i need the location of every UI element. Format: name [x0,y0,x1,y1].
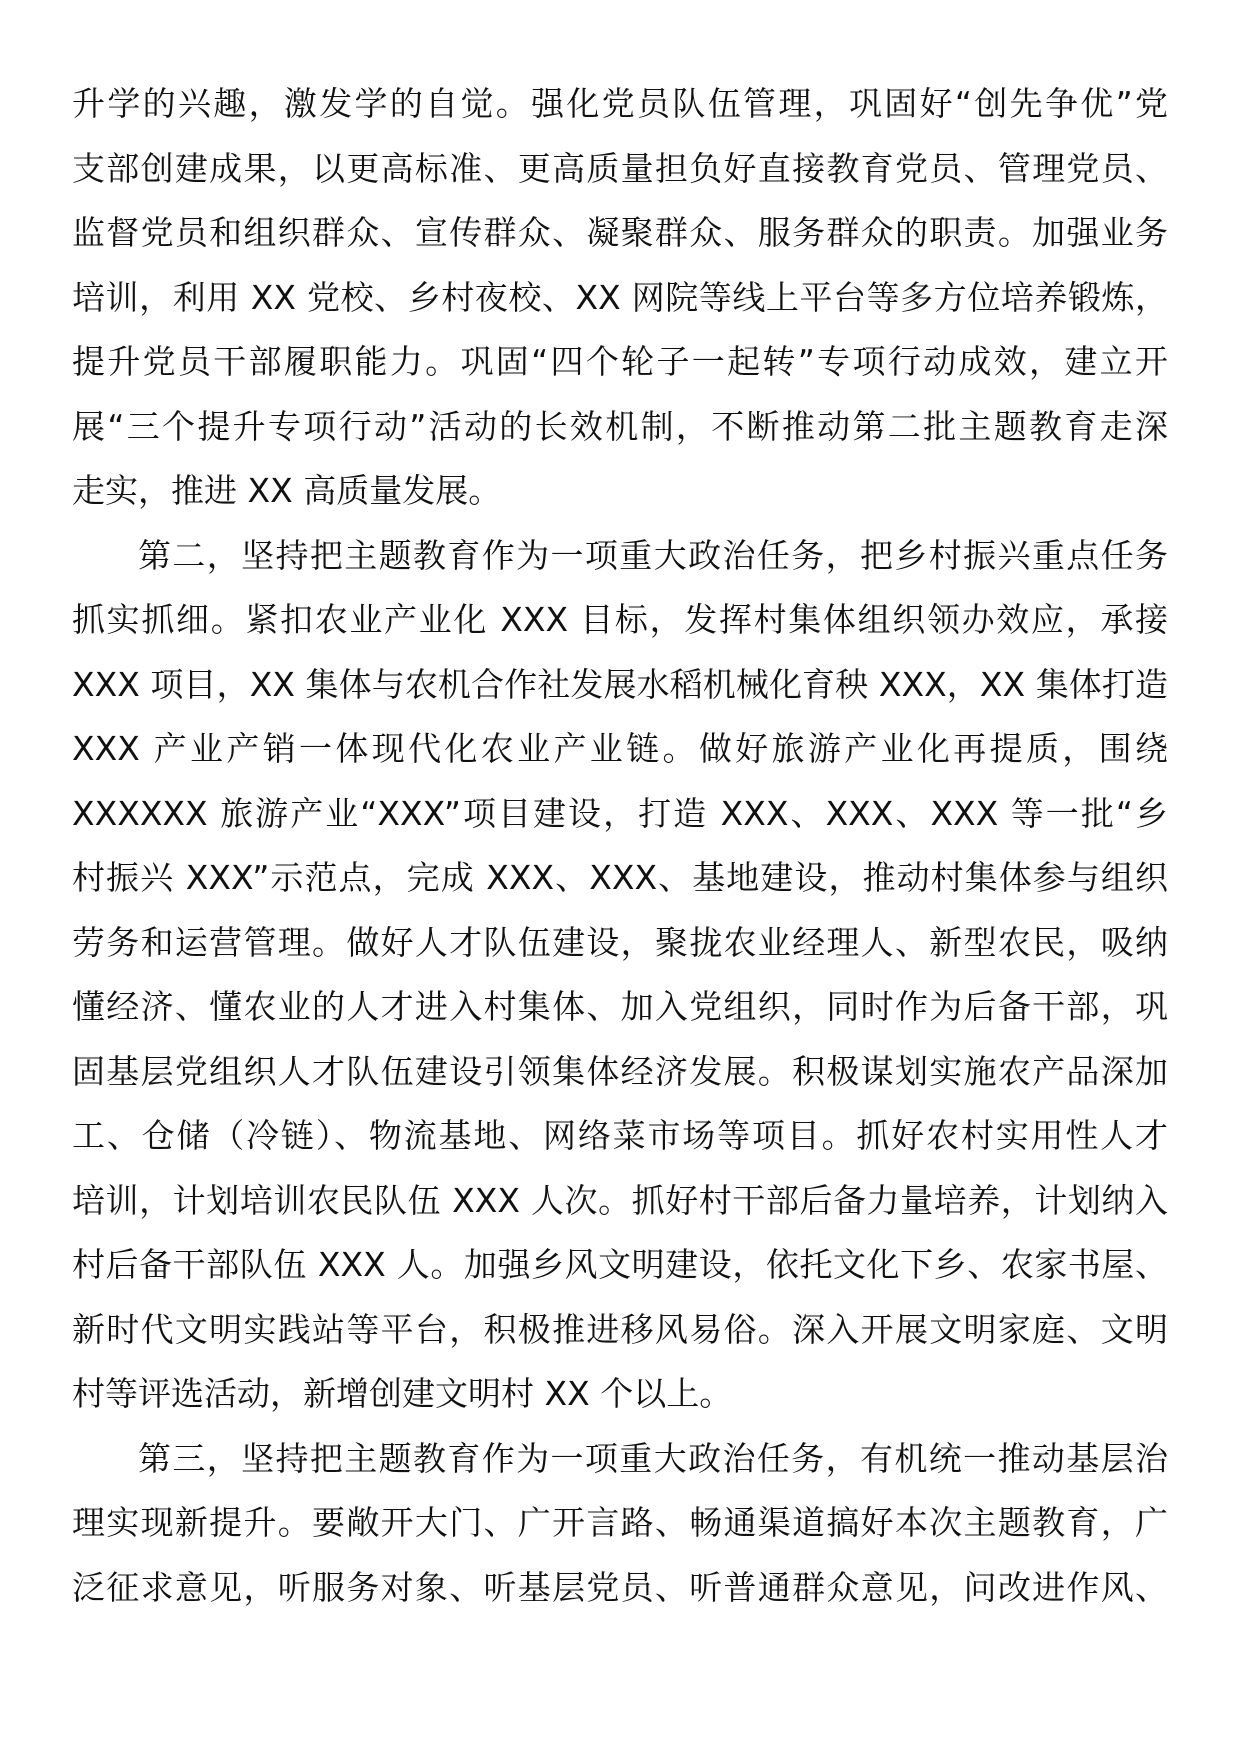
text-line: 第二，坚持把主题教育作为一项重大政治任务，把乡村振兴重点任务 [138,535,1168,575]
paragraph-3 [72,1427,1168,1621]
text-line: 提升党员干部履职能力。巩固“四个轮子一起转”专项行动成效，建立开 [72,342,1168,381]
text-line: 支部创建成果，以更高标准、更高质量担负好直接教育党员、管理党员、 [72,148,1168,188]
text-line: 抓实抓细。紧扣农业产业化 XXX 目标，发挥村集体组织领办效应，承接 [72,600,1168,639]
text-line: 第三，坚持把主题教育作为一项重大政治任务，有机统一推动基层治 [138,1438,1168,1478]
text-line: 升学的兴趣，激发学的自觉。强化党员队伍管理，巩固好“创先争优”党 [72,84,1168,123]
text-line: 理实现新提升。要敞开大门、广开言路、畅通渠道搞好本次主题教育，广 [72,1503,1168,1542]
text-line: XXX 项目，XX 集体与农机合作社发展水稻机械化育秧 XXX，XX 集体打造 [72,664,1168,704]
document-page [72,72,1168,1620]
text-line: 培训，计划培训农民队伍 XXX 人次。抓好村干部后备力量培养，计划纳入 [72,1180,1168,1220]
text-line: 懂经济、懂农业的人才进入村集体、加入党组织，同时作为后备干部，巩 [72,987,1168,1026]
text-line: XXX 产业产销一体现代化农业产业链。做好旅游产业化再提质，围绕 [72,729,1168,768]
paragraph-1 [72,72,1168,524]
text-line: 固基层党组织人才队伍建设引领集体经济发展。积极谋划实施农产品深加 [72,1051,1168,1091]
text-line: 监督党员和组织群众、宣传群众、凝聚群众、服务群众的职责。加强业务 [72,213,1168,252]
paragraph-2 [72,524,1168,1427]
text-line: 新时代文明实践站等平台，积极推进移风易俗。深入开展文明家庭、文明 [72,1309,1168,1349]
text-line: 培训，利用 XX 党校、乡村夜校、XX 网院等线上平台等多方位培养锻炼， [72,277,1168,317]
text-line: 村振兴 XXX”示范点，完成 XXX、XXX、基地建设，推动村集体参与组织 [72,858,1168,897]
text-line: 走实，推进 XX 高质量发展。 [72,471,502,510]
text-line: XXXXXX 旅游产业“XXX”项目建设，打造 XXX、XXX、XXX 等一批“乡 [72,793,1168,833]
text-line: 工、仓储（冷链）、物流基地、网络菜市场等项目。抓好农村实用性人才 [72,1116,1168,1155]
text-line: 村后备干部队伍 XXX 人。加强乡风文明建设，依托文化下乡、农家书屋、 [72,1245,1168,1284]
text-line: 村等评选活动，新增创建文明村 XX 个以上。 [72,1374,733,1413]
text-line: 展“三个提升专项行动”活动的长效机制，不断推动第二批主题教育走深 [72,406,1168,446]
text-line: 泛征求意见，听服务对象、听基层党员、听普通群众意见，问改进作风、 [72,1567,1168,1607]
text-line: 劳务和运营管理。做好人才队伍建设，聚拢农业经理人、新型农民，吸纳 [72,922,1168,962]
